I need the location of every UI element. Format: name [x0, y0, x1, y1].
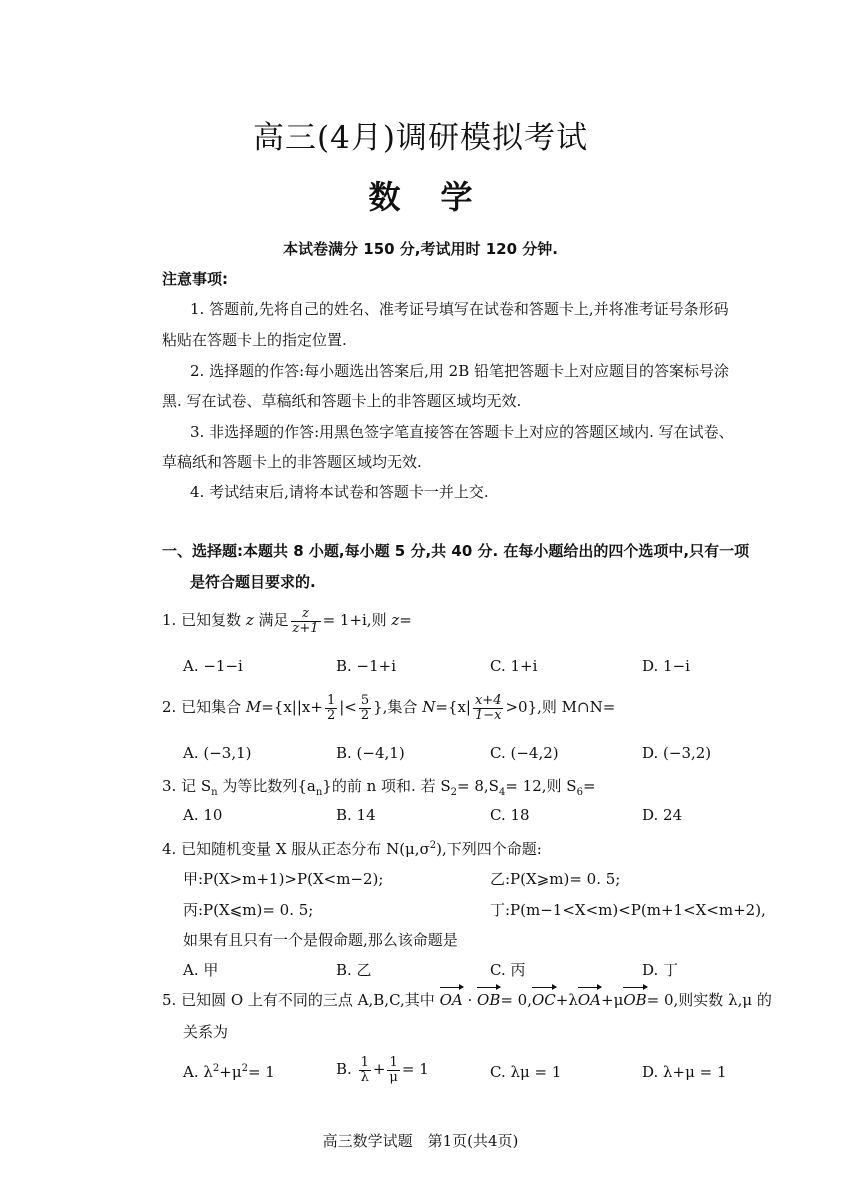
q3-f: = [582, 777, 596, 795]
q3-e: = 12,则 S [505, 777, 577, 795]
q2-option-a: A. (−3,1) [183, 744, 252, 762]
q1-mid: 满足 [253, 611, 289, 630]
q1-fraction [291, 607, 321, 635]
exam-title: 高三(4月)调研模拟考试 [253, 120, 588, 156]
q5-a-3: = 1 [247, 1063, 275, 1081]
q3-sub-2: 2 [450, 787, 457, 798]
question-4-stem [162, 838, 542, 859]
q1-rest: = 1+i,则 [322, 611, 392, 630]
q5-vector-ob: OB [477, 985, 500, 1009]
q5-option-d: D. λ+μ = 1 [642, 1063, 727, 1081]
q1-option-d: D. 1−i [642, 657, 690, 675]
q5-vector-oa-2: OA [578, 985, 601, 1009]
q4-option-a: A. 甲 [183, 961, 219, 979]
q3-d: = 8,S [457, 777, 499, 795]
q2-f1-num: 1 [326, 693, 336, 708]
q2-frac-3 [473, 694, 504, 722]
q5-vector-oc: OC [532, 985, 556, 1009]
notice-item-2a: 2. 选择题的作答:每小题选出答案后,用 2B 铅笔把答题卡上对应题目的答案标号涂 [190, 362, 730, 380]
q5-option-b [336, 1056, 429, 1084]
q2-f3-num: x+4 [474, 693, 502, 708]
subject-char-1: 数 [368, 178, 401, 216]
q4-prop-bing: 丙:P(X⩽m)= 0. 5; [183, 901, 314, 919]
subject-char-2: 学 [440, 178, 473, 216]
q5-b-f2-num: 1 [387, 1056, 399, 1071]
q2-frac-2 [359, 694, 371, 722]
q2-f1-den: 2 [326, 707, 336, 723]
notice-item-4: 4. 考试结束后,请将本试卷和答题卡一并上交. [190, 483, 489, 501]
q5-p5: +μ [601, 991, 624, 1009]
q5-b-f1-num: 1 [360, 1055, 369, 1070]
page-footer: 高三数学试题 第1页(共4页) [322, 1132, 519, 1150]
section1-line2: 是符合题目要求的. [190, 573, 316, 591]
q2-frac-1 [325, 694, 337, 722]
q2-option-d: D. (−3,2) [642, 744, 712, 762]
q4-sup-2: 2 [429, 840, 437, 851]
q1-end: = [399, 611, 412, 630]
q1-option-c: C. 1+i [490, 657, 538, 675]
q2-f3-den: 1−x [474, 707, 502, 723]
q2-p1: 2. 已知集合 [162, 698, 246, 717]
q4-stem-b: ),下列四个命题: [436, 840, 542, 858]
q5-b-frac-1 [359, 1056, 371, 1084]
q2-p3: ={x||x+ [261, 698, 323, 717]
notice-item-1b: 粘贴在答题卡上的指定位置. [162, 331, 347, 349]
q5-p4: +λ [555, 991, 578, 1009]
q3-sub-6: 6 [576, 787, 583, 798]
q1-option-b: B. −1+i [336, 657, 397, 675]
q3-option-a: A. 10 [183, 806, 223, 824]
q5-b-2: = 1 [401, 1060, 429, 1079]
q5-b-f2-den: μ [389, 1069, 398, 1085]
q2-f2-num: 5 [360, 693, 370, 708]
q4-prop-yi: 乙:P(X⩾m)= 0. 5; [490, 870, 621, 888]
q5-a-2: +μ [219, 1063, 242, 1081]
q3-option-c: C. 18 [490, 806, 530, 824]
q5-b-f1-den: λ [360, 1069, 369, 1085]
q5-a-1: A. λ [183, 1063, 213, 1081]
q4-stem-a: 4. 已知随机变量 X 服从正态分布 N(μ,σ [162, 840, 430, 858]
q1-prefix: 1. 已知复数 [162, 611, 246, 630]
notice-item-3a: 3. 非选择题的作答:用黑色签字笔直接答在答题卡上对应的答题区域内. 写在试卷、 [190, 423, 734, 441]
q5-p1: 5. 已知圆 O 上有不同的三点 A,B,C,其中 [162, 991, 440, 1009]
q1-var: z [245, 611, 254, 630]
question-2-stem [162, 694, 615, 722]
q3-a: 3. 记 S [162, 777, 212, 795]
q4-option-c: C. 丙 [490, 961, 526, 979]
subject-heading [0, 172, 841, 218]
q2-p8: >0},则 M∩N= [505, 698, 616, 717]
q2-option-b: B. (−4,1) [336, 744, 405, 762]
q2-p5: },集合 [373, 698, 423, 717]
notice-item-3b: 草稿纸和答题卡上的非答题区域均无效. [162, 453, 422, 471]
q2-f2-den: 2 [360, 707, 370, 723]
q3-sub-n2: n [315, 787, 323, 798]
q3-sub-n: n [211, 787, 218, 798]
q5-p2: · [462, 991, 478, 1009]
q4-option-d: D. 丁 [642, 961, 679, 979]
q2-set-m: M [245, 698, 262, 717]
question-3-stem [162, 775, 596, 798]
q2-p4: |< [339, 698, 357, 717]
q5-option-c: C. λμ = 1 [490, 1063, 562, 1081]
q5-b-plus: + [372, 1060, 386, 1079]
q5-stem-2: 关系为 [183, 1023, 229, 1041]
q5-vector-oa: OA [440, 985, 463, 1009]
q5-p3: = 0, [500, 991, 532, 1009]
q5-a-sup1: 2 [212, 1063, 220, 1074]
question-5-stem [162, 985, 772, 1010]
q2-set-n: N [422, 698, 436, 717]
q1-frac-num: z [291, 607, 321, 622]
q3-option-d: D. 24 [642, 806, 683, 824]
q3-b: 为等比数列{a [217, 777, 316, 795]
q4-prop-ding: 丁:P(m−1<X<m)<P(m+1<X<m+2), [490, 901, 766, 919]
q1-var-2: z [391, 611, 400, 630]
q4-prop-jia: 甲:P(X>m+1)>P(X<m−2); [183, 870, 384, 888]
q2-p7: ={x| [435, 698, 471, 717]
notice-item-2b: 黑. 写在试卷、草稿纸和答题卡上的非答题区域均无效. [162, 392, 522, 410]
section1-line1: 一、选择题:本题共 8 小题,每小题 5 分,共 40 分. 在每小题给出的四个选项中,只有一项 [162, 542, 750, 560]
q5-p6: = 0,则实数 λ,μ 的 [646, 991, 772, 1009]
q5-b-frac-2 [387, 1056, 399, 1084]
q1-frac-den: z+1 [292, 620, 319, 636]
q5-b-1: B. [336, 1060, 357, 1079]
q3-c: }的前 n 项和. 若 S [322, 777, 451, 795]
q5-vector-ob-2: OB [623, 985, 646, 1009]
q1-option-a: A. −1−i [183, 657, 243, 675]
q5-option-a [183, 1063, 275, 1081]
q2-option-c: C. (−4,2) [490, 744, 559, 762]
q5-a-sup2: 2 [241, 1063, 248, 1074]
exam-info: 本试卷满分 150 分,考试用时 120 分钟. [283, 240, 558, 258]
q3-option-b: B. 14 [336, 806, 376, 824]
q3-sub-4: 4 [498, 787, 506, 798]
q4-stem-c: 如果有且只有一个是假命题,那么该命题是 [183, 931, 458, 949]
notice-heading: 注意事项: [162, 270, 228, 288]
notice-item-1a: 1. 答题前,先将自己的姓名、准考证号填写在试卷和答题卡上,并将准考证号条形码 [190, 300, 729, 318]
question-1-stem [162, 607, 412, 635]
q4-option-b: B. 乙 [336, 961, 372, 979]
